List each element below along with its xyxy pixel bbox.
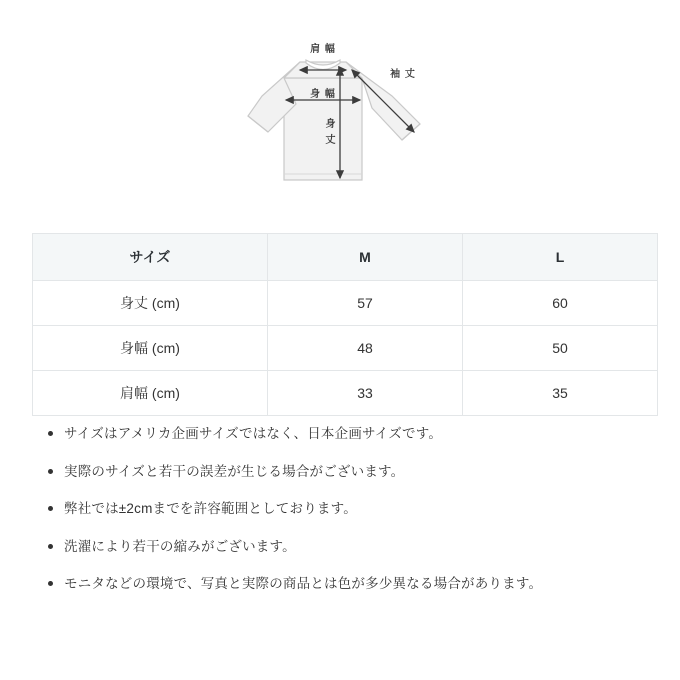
table-header-row [33,234,658,281]
row-value-l: 50 [463,326,658,371]
header-size: サイズ [33,234,268,281]
table-row [33,281,658,326]
list-item: モニタなどの環境で、写真と実際の商品とは色が多少異なる場合があります。 [64,574,664,594]
sleeve-length-label: 袖 丈 [390,69,416,80]
list-item: 弊社では±2cmまでを許容範囲としております。 [64,499,664,519]
row-label: 身丈 (cm) [33,281,268,326]
garment-diagram-svg [0,0,680,216]
row-value-m: 57 [268,281,463,326]
shoulder-width-label: 肩 幅 [310,44,336,55]
row-value-m: 33 [268,371,463,416]
header-m: M [268,234,463,281]
list-item: 実際のサイズと若干の誤差が生じる場合がございます。 [64,462,664,482]
row-value-m: 48 [268,326,463,371]
list-item: サイズはアメリカ企画サイズではなく、日本企画サイズです。 [64,424,664,444]
size-table-head [33,234,658,281]
header-l: L [463,234,658,281]
row-label: 肩幅 (cm) [33,371,268,416]
body-length-label-2: 丈 [325,135,337,146]
chest-width-label: 身 幅 [310,89,336,100]
row-value-l: 60 [463,281,658,326]
table-row [33,326,658,371]
garment-measurement-diagram [0,0,680,216]
body-length-label-1: 身 [325,119,337,130]
list-item: 洗濯により若干の縮みがございます。 [64,537,664,557]
table-row [33,371,658,416]
row-value-l: 35 [463,371,658,416]
size-table-body [33,281,658,416]
size-table [32,233,658,416]
notes-list [40,424,664,612]
row-label: 身幅 (cm) [33,326,268,371]
